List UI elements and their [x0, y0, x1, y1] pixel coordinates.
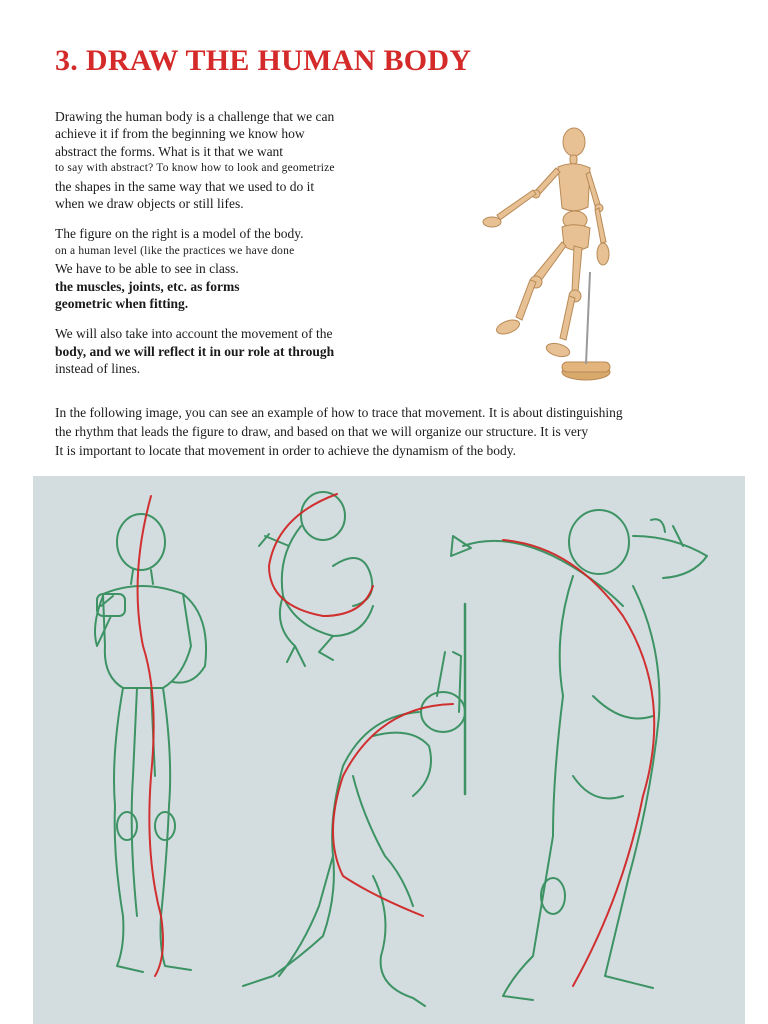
- intro-line: abstract the forms. What is it that we want: [55, 143, 284, 159]
- outro-line: It is important to locate that movement in order to achieve the dynamism of the body.: [55, 442, 517, 458]
- intro-line: the muscles, joints, etc. as forms: [55, 278, 240, 294]
- intro-line: The figure on the right is a model of the body.: [55, 226, 304, 242]
- intro-line: the shapes in the same way that we used to do it: [55, 178, 315, 194]
- intro-line: Drawing the human body is a challenge that we can: [55, 109, 335, 124]
- movement-paragraph: [55, 404, 623, 460]
- intro-line: to say with abstract? To know how to look and geometrize: [55, 162, 335, 175]
- gesture-sketches-illustration: [33, 476, 745, 1024]
- intro-line: on a human level (like the practices we have done: [55, 244, 295, 257]
- intro-line: We have to be able to see in class.: [55, 261, 239, 277]
- outro-line: In the following image, you can see an example of how to trace that movement. It is about distinguishing: [55, 405, 623, 420]
- outro-line: the rhythm that leads the figure to draw, and based on that we will organize our structure. It is very: [55, 423, 589, 439]
- intro-paragraphs: [55, 108, 400, 378]
- intro-line: instead of lines.: [55, 361, 141, 377]
- intro-line: geometric when fitting.: [55, 296, 189, 312]
- intro-line: when we draw objects or still lifes.: [55, 196, 244, 212]
- gesture-sketches-image: [33, 476, 745, 1024]
- wooden-mannequin-illustration: [478, 122, 638, 384]
- mannequin-image: [478, 122, 638, 384]
- intro-line: achieve it if from the beginning we know how: [55, 126, 305, 142]
- page-title: 3. DRAW THE HUMAN BODY: [55, 44, 472, 77]
- intro-line: We will also take into account the movement of the: [55, 326, 333, 342]
- intro-line: body, and we will reflect it in our role at through: [55, 343, 335, 359]
